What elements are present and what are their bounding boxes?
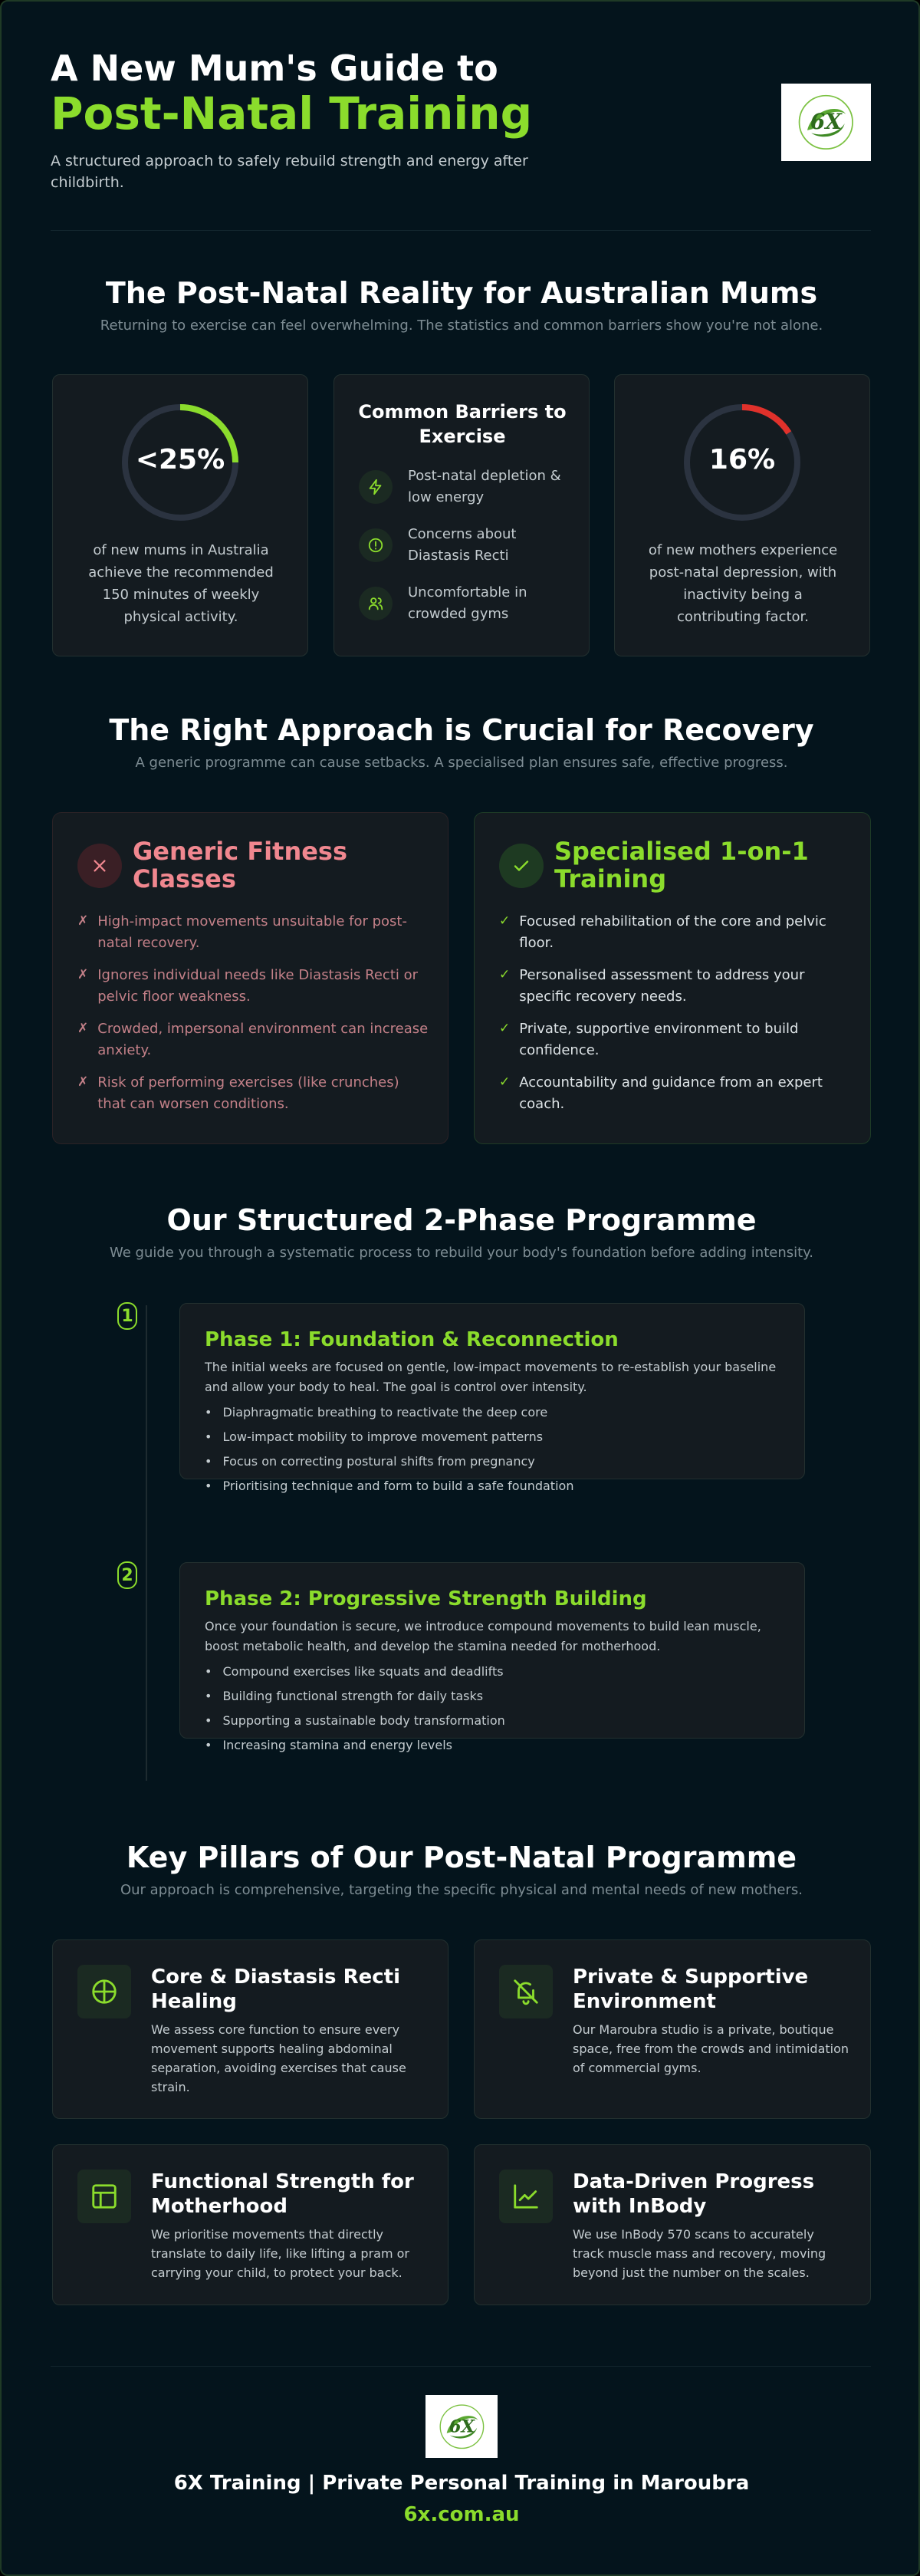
list-item: • Supporting a sustainable body transformation	[205, 1713, 505, 1728]
crosshair-icon	[77, 1965, 131, 2018]
phase-description: Once your foundation is secure, we introduce compound movements to build lean muscle, boost metabolic health, and develop the stamina needed for motherhood.	[205, 1619, 761, 1653]
pillar-description: We use InBody 570 scans to accurately track muscle mass and recovery, moving beyond just the number on the scales.	[573, 2227, 826, 2280]
phase-list	[205, 1404, 787, 1495]
svg-text:6X: 6X	[449, 2416, 475, 2437]
barrier-item: Post-natal depletion & low energy	[408, 468, 561, 505]
list-item: • Increasing stamina and energy levels	[205, 1738, 453, 1752]
header-divider	[51, 230, 871, 231]
layout-icon	[77, 2170, 131, 2223]
list-item: ✗ High-impact movements unsuitable for post-natal recovery.	[77, 913, 407, 951]
pillar-title: Functional Strength for Motherhood	[151, 2170, 414, 2218]
stat-description: of new mothers experience post-natal depression, with inactivity being a contributing factor.	[648, 542, 838, 625]
footer-logo	[426, 2395, 498, 2458]
list-item: • Building functional strength for daily tasks	[205, 1689, 484, 1703]
logo-icon	[787, 89, 865, 156]
svg-text:6X: 6X	[810, 109, 842, 135]
specialised-heading: Specialised 1-on-1 Training	[554, 837, 809, 893]
pillar-card	[474, 2144, 871, 2305]
barrier-item: Concerns about Diastasis Recti	[408, 526, 517, 564]
phase-number-badge: 1	[117, 1302, 137, 1330]
phase-description: The initial weeks are focused on gentle, low-impact movements to re-establish your baseline and allow your body to heal. The goal is control over intensity.	[205, 1360, 777, 1394]
specialised-training-card	[474, 812, 871, 1144]
chart-line-icon	[499, 2170, 553, 2223]
phase-title: Phase 2: Progressive Strength Building	[205, 1587, 647, 1610]
footer-divider	[51, 2366, 871, 2367]
pillar-title: Data-Driven Progress with InBody	[573, 2170, 815, 2218]
phase-list	[205, 1663, 787, 1754]
stat-card-activity	[52, 374, 308, 656]
generic-list	[77, 911, 430, 1115]
list-item: ✓ Private, supportive environment to build confidence.	[499, 1021, 799, 1058]
programme-title: Our Structured 2-Phase Programme	[166, 1203, 757, 1237]
list-item: ✗ Risk of performing exercises (like crunches) that can worsen conditions.	[77, 1074, 399, 1112]
approach-title: The Right Approach is Crucial for Recovery	[109, 713, 814, 747]
page-subtitle: A structured approach to safely rebuild strength and energy after childbirth.	[51, 153, 528, 191]
brand-logo	[781, 84, 871, 161]
list-item: • Prioritising technique and form to build a safe foundation	[205, 1479, 574, 1493]
footer-website-link[interactable]: 6x.com.au	[403, 2503, 520, 2526]
list-item: ✗ Ignores individual needs like Diastasis Recti or pelvic floor weakness.	[77, 967, 419, 1005]
stat-value: <25%	[135, 444, 225, 475]
phase-1-card	[179, 1303, 805, 1493]
pillar-description: Our Maroubra studio is a private, boutique space, free from the crowds and intimidation of commercial gyms.	[573, 2022, 849, 2075]
alert-circle-icon	[359, 528, 393, 562]
barriers-card	[334, 374, 590, 656]
list-item: ✓ Accountability and guidance from an expert coach.	[499, 1074, 823, 1112]
pillars-title: Key Pillars of Our Post-Natal Programme	[126, 1841, 797, 1874]
stat-value: 16%	[708, 444, 776, 475]
bell-off-icon	[499, 1965, 553, 2018]
pillars-subtitle: Our approach is comprehensive, targeting the specific physical and mental needs of new mothers.	[120, 1882, 803, 1898]
approach-subtitle: A generic programme can cause setbacks. A specialised plan ensures safe, effective progress.	[135, 755, 788, 771]
list-item: • Focus on correcting postural shifts from pregnancy	[205, 1454, 535, 1469]
pillar-title: Core & Diastasis Recti Healing	[151, 1966, 400, 2013]
page-title-line1: A New Mum's Guide to	[51, 48, 498, 89]
list-item: ✗ Crowded, impersonal environment can increase anxiety.	[77, 1021, 429, 1058]
pillar-card	[52, 2144, 449, 2305]
list-item: • Low-impact mobility to improve movement patterns	[205, 1429, 544, 1444]
timeline-line	[146, 1305, 147, 1781]
stat-description: of new mums in Australia achieve the recommended 150 minutes of weekly physical activity.	[88, 542, 274, 625]
reality-title: The Post-Natal Reality for Australian Mums	[105, 276, 818, 310]
barrier-item: Uncomfortable in crowded gyms	[408, 584, 527, 622]
footer-company-name: 6X Training | Private Personal Training in Maroubra	[173, 2472, 750, 2495]
list-item: ✓ Focused rehabilitation of the core and pelvic floor.	[499, 913, 826, 951]
programme-subtitle: We guide you through a systematic process to rebuild your body's foundation before adding intensity.	[110, 1245, 813, 1261]
specialised-list	[499, 911, 852, 1115]
reality-subtitle: Returning to exercise can feel overwhelming. The statistics and common barriers show you're not alone.	[100, 317, 823, 334]
generic-classes-card	[52, 812, 449, 1144]
page-title-line2: Post-Natal Training	[51, 87, 533, 140]
stat-card-depression	[614, 374, 870, 656]
close-icon	[77, 844, 122, 888]
pillar-description: We assess core function to ensure every movement supports healing abdominal separation, avoiding exercises that cause strain.	[151, 2022, 406, 2094]
generic-heading: Generic Fitness Classes	[133, 837, 348, 893]
phase-title: Phase 1: Foundation & Reconnection	[205, 1328, 619, 1351]
list-item: • Diaphragmatic breathing to reactivate the deep core	[205, 1405, 548, 1420]
barriers-title: Common Barriers to Exercise	[358, 401, 567, 447]
pillar-card	[474, 1939, 871, 2119]
pillar-card	[52, 1939, 449, 2119]
pillar-title: Private & Supportive Environment	[573, 1966, 809, 2013]
phase-2-card	[179, 1562, 805, 1752]
pillar-description: We prioritise movements that directly translate to daily life, like lifting a pram or carrying your child, to protect your back.	[151, 2227, 410, 2280]
users-icon	[359, 587, 393, 620]
logo-icon	[431, 2400, 493, 2454]
list-item: • Compound exercises like squats and deadlifts	[205, 1664, 504, 1679]
list-item: ✓ Personalised assessment to address your specific recovery needs.	[499, 967, 805, 1005]
check-icon	[499, 844, 544, 888]
phase-number-badge: 2	[117, 1561, 137, 1589]
lightning-icon	[359, 470, 393, 504]
